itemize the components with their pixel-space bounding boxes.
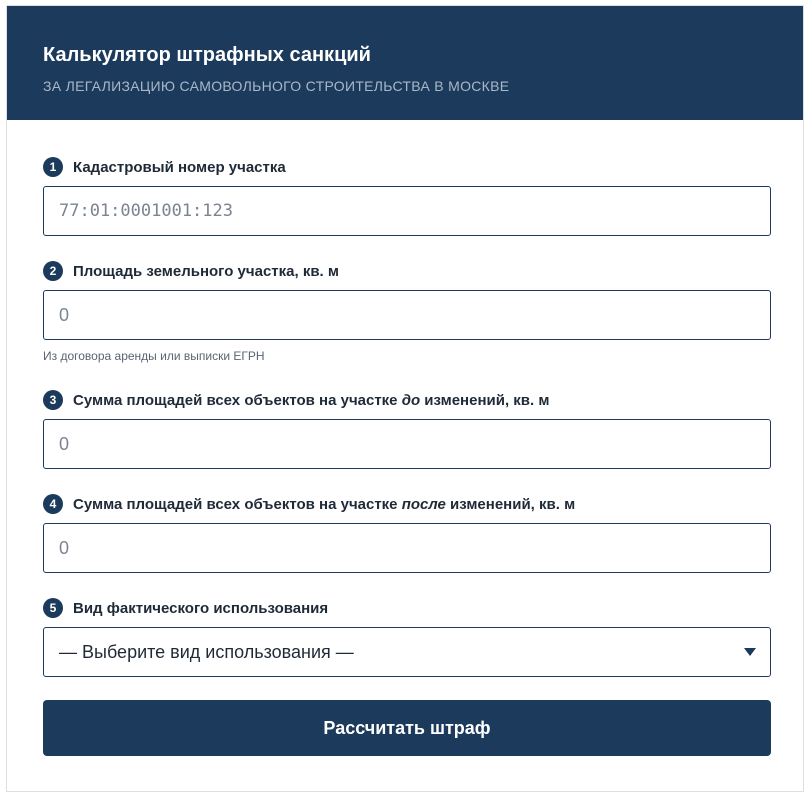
step-number-1: 1	[43, 157, 63, 177]
cadastral-number-input[interactable]	[43, 186, 771, 236]
step-number-5: 5	[43, 598, 63, 618]
field-label-text: Сумма площадей всех объектов на участке после изменений, кв. м	[73, 495, 576, 513]
chevron-down-icon	[744, 648, 756, 656]
area-before-input[interactable]	[43, 419, 771, 469]
field-label-text: Сумма площадей всех объектов на участке до изменений, кв. м	[73, 391, 550, 409]
area-after-input[interactable]	[43, 523, 771, 573]
field-label-text: Вид фактического использования	[73, 599, 329, 617]
page-subtitle: ЗА ЛЕГАЛИЗАЦИЮ САМОВОЛЬНОГО СТРОИТЕЛЬСТВА В МОСКВЕ	[43, 78, 510, 94]
field-label-area-after	[43, 494, 575, 514]
land-area-input[interactable]	[43, 290, 771, 340]
step-number-2: 2	[43, 261, 63, 281]
field-label-cadastral	[43, 157, 286, 177]
step-number-4: 4	[43, 494, 63, 514]
calculator-card	[6, 5, 804, 792]
field-label-text: Кадастровый номер участка	[73, 158, 286, 176]
calculate-button[interactable]: Рассчитать штраф	[43, 700, 771, 756]
field-label-text: Площадь земельного участка, кв. м	[73, 262, 339, 280]
land-area-hint: Из договора аренды или выписки ЕГРН	[43, 349, 265, 363]
page-title: Калькулятор штрафных санкций	[43, 44, 371, 66]
step-number-3: 3	[43, 390, 63, 410]
field-label-land-area	[43, 261, 339, 281]
field-label-area-before	[43, 390, 549, 410]
header	[7, 6, 803, 120]
usage-type-selected: — Выберите вид использования —	[59, 641, 354, 662]
field-label-usage-type	[43, 598, 328, 618]
usage-type-select[interactable]	[43, 627, 771, 677]
